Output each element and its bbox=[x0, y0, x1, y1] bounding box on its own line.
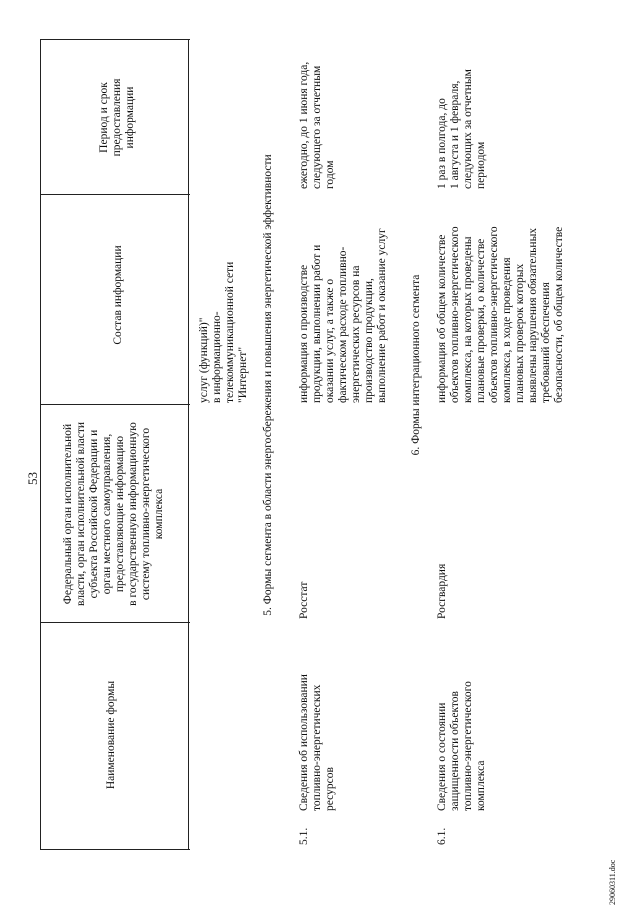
table-right-border bbox=[40, 39, 190, 40]
row-number: 6.1. bbox=[436, 827, 448, 845]
section-title-5: 5. Формы сегмента в области энергосбережения и повышения энергетической эффективности bbox=[262, 154, 274, 616]
header-composition: Состав информации bbox=[112, 245, 124, 345]
header-form-name: Наименование формы bbox=[105, 680, 117, 790]
header-period: Период и срок предоставления информации bbox=[98, 78, 136, 157]
continuation-text: услуг (функций)" в информационно- телекоммуникационной сети "Интернет" bbox=[198, 261, 249, 403]
header-provider: Федеральный орган исполнительной власти, орган исполнительной власти субъекта Российской Федерации и орган местного самоуправления, предоставляющие информацию в государственную информационную систему топливно-энергетического комплекса bbox=[62, 421, 165, 607]
row-composition: информация об общем количестве объектов топливно-энергетического комплекса, на которых проведены плановые проверки, о количестве объектов топливно-энергетического комплекса, в ходе проведения плановых проверок которых выявлены нарушения обязательных требований обеспечения безопасности, об общем количестве bbox=[436, 226, 565, 403]
column-divider-3 bbox=[40, 194, 190, 195]
column-divider-1 bbox=[40, 622, 190, 623]
row-period: 1 раз в полгода, до 1 августа и 1 февраля, следующих за отчетным периодом bbox=[436, 69, 487, 189]
row-period: ежегодно, до 1 июня года, следующего за отчетным годом bbox=[298, 61, 336, 189]
table-top-border bbox=[40, 40, 41, 850]
row-number: 5.1. bbox=[298, 827, 310, 845]
header-bottom-border bbox=[188, 40, 189, 850]
table-left-border bbox=[40, 849, 190, 850]
row-form-name: Сведения о состоянии защищенности объектов топливно-энергетического комплекса bbox=[436, 681, 487, 811]
row-provider: Росгвардия bbox=[436, 563, 448, 619]
row-provider: Росстат bbox=[298, 581, 310, 619]
row-form-name: Сведения об использовании топливно-энергетических ресурсов bbox=[298, 674, 336, 811]
page-number: 53 bbox=[25, 472, 40, 485]
row-composition: информация о производстве продукции, выполнении работ и оказании услуг, а также о фактическом расходе топливно- энергетических ресурсов на производство продукции, выполнение работ и оказание услуг bbox=[298, 228, 388, 403]
document-code: 29060311.doc bbox=[608, 859, 617, 905]
column-divider-2 bbox=[40, 404, 190, 405]
section-title-6: 6. Формы интеграционного сегмента bbox=[410, 274, 422, 456]
